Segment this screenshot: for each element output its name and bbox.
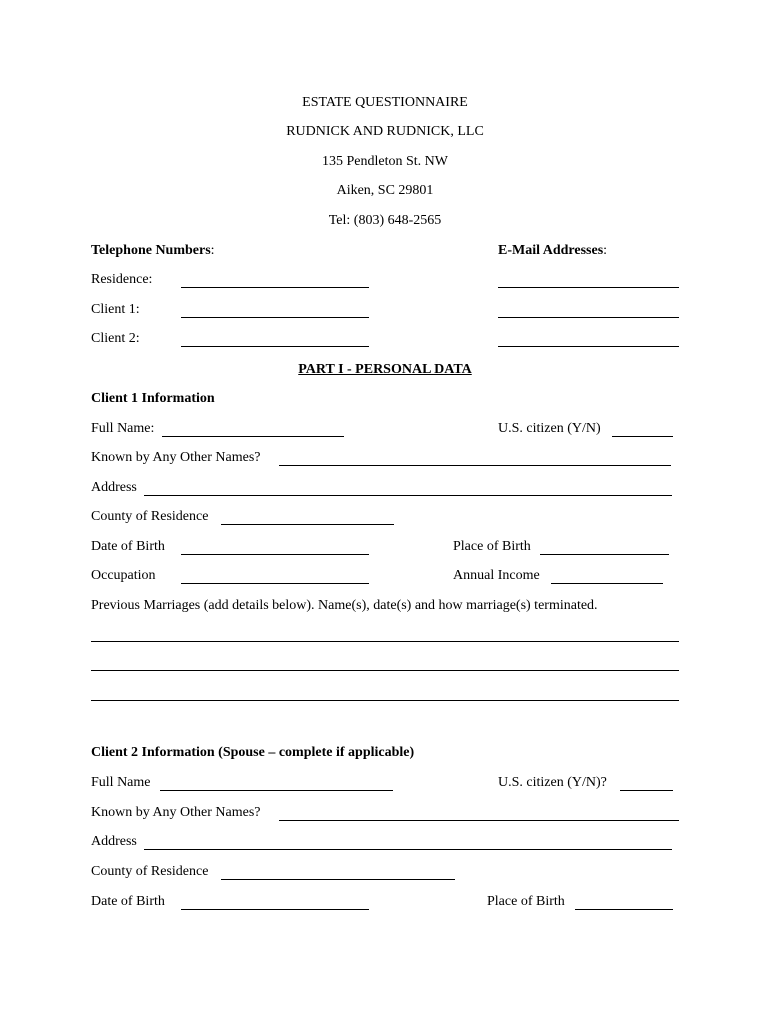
client2-other-names-label: Known by Any Other Names? xyxy=(91,805,261,820)
client2-pob-field[interactable] xyxy=(575,909,673,910)
client2-county-field[interactable] xyxy=(221,879,455,880)
email-addresses-heading: E-Mail Addresses: xyxy=(498,243,608,258)
client1-marriages-label: Previous Marriages (add details below). Name(s), date(s) and how marriage(s) terminated. xyxy=(91,598,598,613)
client1-address-field[interactable] xyxy=(144,495,672,496)
client2-county-label: County of Residence xyxy=(91,864,209,879)
client1-address-label: Address xyxy=(91,480,137,495)
client1-occupation-field[interactable] xyxy=(181,583,369,584)
firm-city: Aiken, SC 29801 xyxy=(336,183,434,198)
client2-heading: Client 2 Information (Spouse – complete if applicable) xyxy=(91,745,415,760)
client1-citizen-label: U.S. citizen (Y/N) xyxy=(498,421,601,436)
client2-dob-label: Date of Birth xyxy=(91,894,165,909)
client2-full-name-label: Full Name xyxy=(91,775,151,790)
residence-label: Residence: xyxy=(91,272,153,287)
client1-heading: Client 1 Information xyxy=(91,391,215,406)
part1-heading: PART I - PERSONAL DATA xyxy=(298,362,472,377)
client1-full-name-field[interactable] xyxy=(162,436,344,437)
client2-citizen-label: U.S. citizen (Y/N)? xyxy=(498,775,607,790)
client1-county-field[interactable] xyxy=(221,524,394,525)
client1-other-names-field[interactable] xyxy=(279,465,671,466)
client1-county-label: County of Residence xyxy=(91,509,209,524)
residence-email-field[interactable] xyxy=(498,287,679,288)
client1-email-field[interactable] xyxy=(498,317,679,318)
client1-occupation-label: Occupation xyxy=(91,568,156,583)
client1-full-name-label: Full Name: xyxy=(91,421,155,436)
residence-phone-field[interactable] xyxy=(181,287,369,288)
client1-phone-field[interactable] xyxy=(181,317,369,318)
client2-address-field[interactable] xyxy=(144,849,672,850)
client1-income-field[interactable] xyxy=(551,583,663,584)
client1-marriages-line-2[interactable] xyxy=(91,670,679,671)
client2-pob-label: Place of Birth xyxy=(487,894,565,909)
client2-phone-field[interactable] xyxy=(181,346,369,347)
client2-citizen-field[interactable] xyxy=(620,790,673,791)
client1-dob-label: Date of Birth xyxy=(91,539,165,554)
client2-address-label: Address xyxy=(91,834,137,849)
client1-income-label: Annual Income xyxy=(453,568,540,583)
telephone-numbers-heading: Telephone Numbers: xyxy=(91,243,215,258)
client2-full-name-field[interactable] xyxy=(160,790,393,791)
client2-contact-label: Client 2: xyxy=(91,331,140,346)
client1-other-names-label: Known by Any Other Names? xyxy=(91,450,261,465)
client1-citizen-field[interactable] xyxy=(612,436,673,437)
firm-name: RUDNICK AND RUDNICK, LLC xyxy=(286,124,484,139)
client2-dob-field[interactable] xyxy=(181,909,369,910)
client2-email-field[interactable] xyxy=(498,346,679,347)
firm-phone: Tel: (803) 648-2565 xyxy=(328,213,442,228)
client1-pob-field[interactable] xyxy=(540,554,669,555)
client1-pob-label: Place of Birth xyxy=(453,539,531,554)
client2-other-names-field[interactable] xyxy=(279,820,679,821)
client1-dob-field[interactable] xyxy=(181,554,369,555)
form-title: ESTATE QUESTIONNAIRE xyxy=(302,95,468,110)
client1-contact-label: Client 1: xyxy=(91,302,140,317)
client1-marriages-line-1[interactable] xyxy=(91,641,679,642)
firm-street: 135 Pendleton St. NW xyxy=(322,154,448,169)
client1-marriages-line-3[interactable] xyxy=(91,700,679,701)
